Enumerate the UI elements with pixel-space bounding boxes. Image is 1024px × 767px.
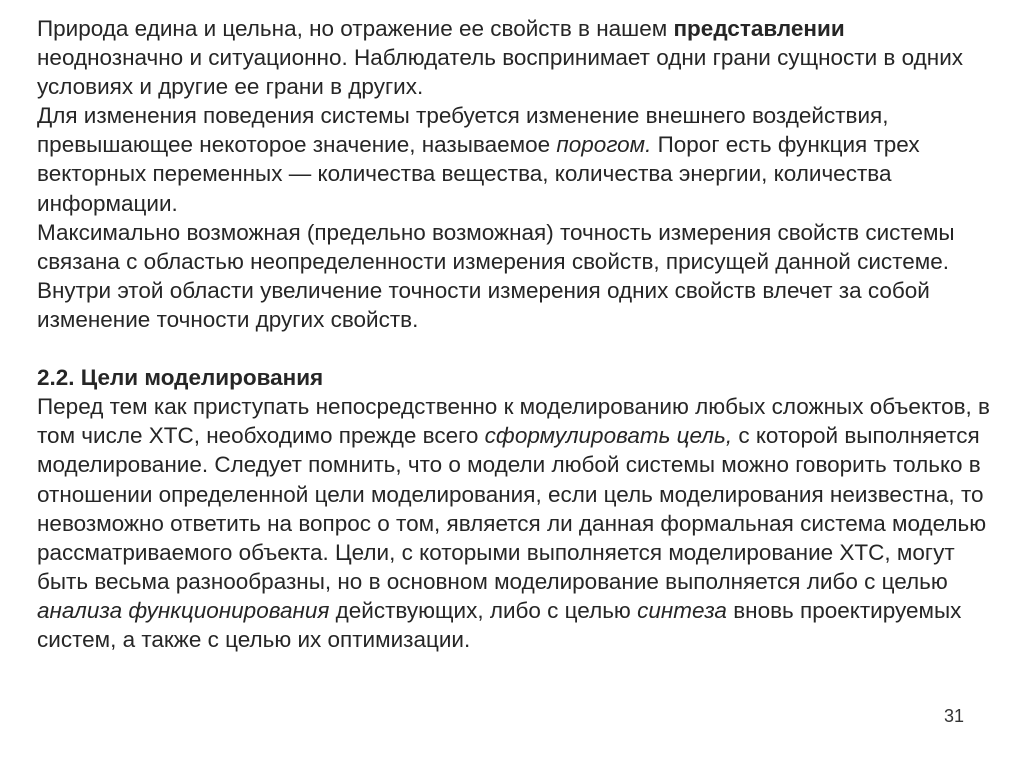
italic-term-threshold: порогом.: [556, 132, 652, 158]
paragraph-measurement-accuracy: [37, 218, 997, 334]
section-heading: 2.2. Цели моделирования: [37, 365, 324, 391]
text-run: действующих, либо с целью: [329, 597, 638, 623]
text-run: неоднозначно и ситуационно. Наблюдатель воспринимает одни грани сущности в одних условиях и другие ее грани в других.: [37, 45, 964, 100]
text-run: Перед тем как приступать непосредственно к моделированию любых сложных объектов, в том числе ХТС, необходимо прежде всего: [37, 394, 991, 449]
paragraph-spacer: [37, 334, 997, 363]
italic-term-synthesis: синтеза: [637, 597, 727, 623]
italic-term-formulate-goal: сформулировать цель,: [484, 423, 733, 449]
page-number: 31: [943, 706, 964, 726]
text-run: Порог есть функция трех векторных переменных — количества вещества, количества энергии, количества информации.: [37, 132, 920, 216]
bold-term-representation: представлении: [673, 16, 845, 41]
text-run: вновь проектируемых систем, а также с целью их оптимизации.: [37, 597, 962, 652]
slide-text-body: [37, 14, 997, 654]
paragraph-threshold: [37, 101, 997, 217]
paragraph-nature-representation: [37, 14, 997, 101]
paragraph-modeling-goals: [37, 392, 997, 654]
text-run: Максимально возможная (предельно возможная) точность измерения свойств системы связана с областью неопределенности измерения свойств, присущей данной системе. Внутри этой области увеличение точности измерения одних свойств влечет за собой изменение точности других свойств.: [37, 219, 955, 332]
text-run: Для изменения поведения системы требуется изменение внешнего воздействия, превышающее некоторое значение, называемое: [37, 103, 889, 158]
text-run: с которой выполняется моделирование. Следует помнить, что о модели любой системы можно говорить только в отношении определенной цели моделирования, если цель моделирования неизвестна, то невозможно ответить на вопрос о том, является ли данная формальная система моделью рассматриваемого объекта. Цели, с которыми выполняется моделирование ХТС, могут быть весьма разнообразны, но в основном моделирование выполняется либо с целью: [37, 423, 987, 594]
italic-term-analysis: анализа функционирования: [37, 597, 330, 623]
text-run: Природа едина и цельна, но отражение ее свойств в нашем: [37, 16, 674, 41]
